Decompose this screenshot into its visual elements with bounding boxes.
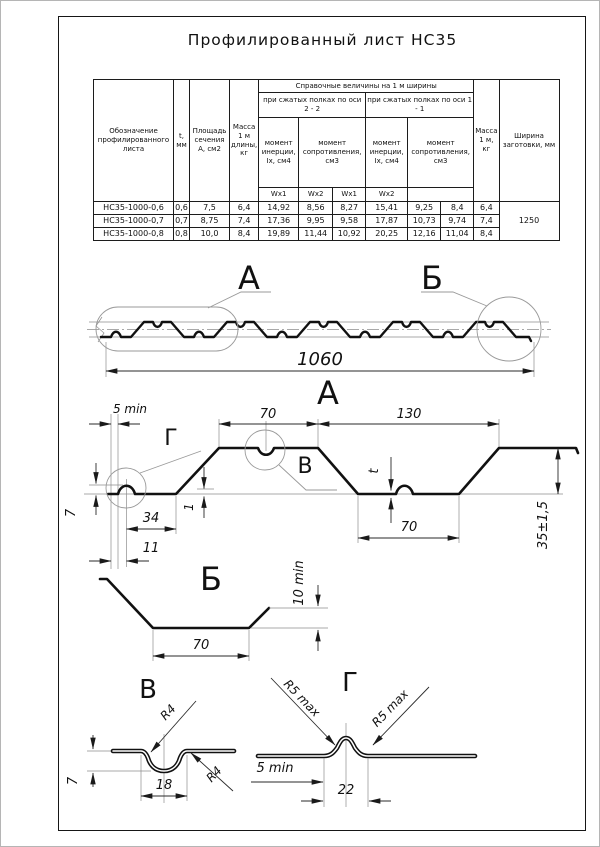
col-header-axis-2-2: при сжатых полках по оси 2 - 2 — [259, 93, 366, 118]
cell: 10,92 — [333, 228, 366, 241]
detail-g-profile-path — [258, 738, 475, 756]
detail-a-dim-top-flange: 70 — [259, 407, 277, 422]
cell: 11,04 — [441, 228, 474, 241]
detail-v-callout-shape — [245, 430, 285, 470]
detail-a-dim-height: 35±1,5 — [536, 500, 551, 550]
detail-a-dim-34: 34 — [142, 511, 160, 526]
detail-a-callout-g-label: Г — [164, 426, 178, 451]
cell: 10,0 — [190, 228, 230, 241]
detail-g-callout-shape — [106, 468, 146, 508]
cell: 6,4 — [474, 202, 499, 215]
cell: 15,41 — [366, 202, 408, 215]
col-header-wx1-11: Wx1 — [333, 188, 366, 202]
col-header-mass: Масса 1 м, кг — [474, 80, 499, 202]
detail-a-dim-bump-height: 7 — [64, 508, 79, 518]
detail-b-dim-flange: 70 — [192, 638, 210, 653]
cell: 8,27 — [333, 202, 366, 215]
cell: 9,25 — [408, 202, 441, 215]
cell: 9,58 — [333, 215, 366, 228]
detail-v-dim-width: 18 — [155, 778, 173, 793]
cell: 0,8 — [174, 228, 190, 241]
col-header-wx2-11: Wx2 — [366, 188, 408, 202]
detail-a-dim-bottom-flange: 70 — [400, 520, 418, 535]
detail-a-dim-5min: 5 min — [112, 402, 148, 416]
page-title: Профилированный лист НС35 — [187, 31, 458, 49]
detail-a-dim-t: t — [367, 468, 382, 474]
cell: 11,44 — [299, 228, 333, 241]
col-header-blank-width: Ширина заготовки, мм — [499, 80, 559, 202]
detail-a-dim-11: 11 — [142, 541, 160, 556]
detail-a-profile-path — [108, 448, 578, 494]
col-header-area: Площадь сечения А, см2 — [190, 80, 230, 202]
col-header-wx2-22: Wx2 — [299, 188, 333, 202]
cell: 10,73 — [408, 215, 441, 228]
cell: 7,4 — [230, 215, 259, 228]
drawings-canvas — [1, 1, 600, 847]
cell: 19,89 — [259, 228, 299, 241]
detail-a-dim-pitch: 130 — [396, 407, 422, 422]
cell: 9,95 — [299, 215, 333, 228]
detail-v-drawing — [66, 675, 234, 803]
cell: 8,75 — [190, 215, 230, 228]
cell: 0,6 — [174, 202, 190, 215]
detail-b-profile-path — [100, 579, 269, 628]
cell: 8,4 — [441, 202, 474, 215]
cell: 6,4 — [230, 202, 259, 215]
cell: НС35-1000-0,8 — [94, 228, 174, 241]
col-header-resist-22: момент сопротивления, см3 — [299, 118, 366, 188]
cell: НС35-1000-0,7 — [94, 215, 174, 228]
cell: 17,87 — [366, 215, 408, 228]
cell: 8,4 — [230, 228, 259, 241]
col-header-designation: Обозначение профилированного листа — [94, 80, 174, 202]
cell: 7,5 — [190, 202, 230, 215]
cell: 12,16 — [408, 228, 441, 241]
cell: НС35-1000-0,6 — [94, 202, 174, 215]
detail-g-radius-1: R5 max — [280, 676, 323, 720]
cell: 8,4 — [474, 228, 499, 241]
detail-v-radius-1: R4 — [157, 701, 179, 723]
col-header-inertia-22: момент инерции, Ix, см4 — [259, 118, 299, 188]
cell: 7,4 — [474, 215, 499, 228]
cell: 20,25 — [366, 228, 408, 241]
col-header-axis-1-1: при сжатых полках по оси 1 - 1 — [366, 93, 474, 118]
col-header-reference: Справочные величины на 1 м ширины — [259, 80, 474, 93]
detail-v-dim-depth: 7 — [66, 776, 81, 786]
cell: 14,92 — [259, 202, 299, 215]
col-header-thickness: t, мм — [174, 80, 190, 202]
overview-callout-a-label: А — [238, 259, 260, 297]
detail-a-drawing — [64, 402, 578, 569]
overview-callout-b-label: Б — [421, 259, 443, 297]
detail-g-radius-2: R5 max — [369, 686, 412, 730]
detail-v-radius-2: R4 — [203, 763, 225, 785]
cell-blank-width: 1250 — [499, 202, 559, 241]
detail-g-dim-width: 22 — [337, 783, 355, 798]
detail-g-label: Г — [342, 668, 358, 698]
col-header-mass-length: Масса 1 м длины, кг — [230, 80, 259, 202]
cell: 9,74 — [441, 215, 474, 228]
sheet-profile-path — [101, 322, 531, 341]
detail-a-callout-shape — [96, 307, 238, 351]
detail-g-dim-edge: 5 min — [256, 761, 294, 776]
detail-b-drawing — [100, 560, 328, 661]
cell: 17,36 — [259, 215, 299, 228]
detail-b-dim-lip: 10 min — [292, 560, 307, 606]
detail-g-drawing — [251, 668, 475, 807]
detail-a-dim-1: 1 — [182, 503, 196, 511]
detail-b-label: Б — [200, 560, 222, 598]
col-header-wx1-22: Wx1 — [259, 188, 299, 202]
detail-a-callout-v-label: В — [297, 454, 313, 479]
detail-v-label: В — [139, 675, 157, 705]
cell: 8,56 — [299, 202, 333, 215]
overview-width-dim: 1060 — [297, 349, 343, 370]
col-header-resist-11: момент сопротивления, см3 — [408, 118, 474, 188]
col-header-inertia-11: момент инерции, Ix, см4 — [366, 118, 408, 188]
overview-profile-drawing — [87, 259, 551, 412]
cell: 0,7 — [174, 215, 190, 228]
section-a-label: А — [317, 374, 339, 412]
